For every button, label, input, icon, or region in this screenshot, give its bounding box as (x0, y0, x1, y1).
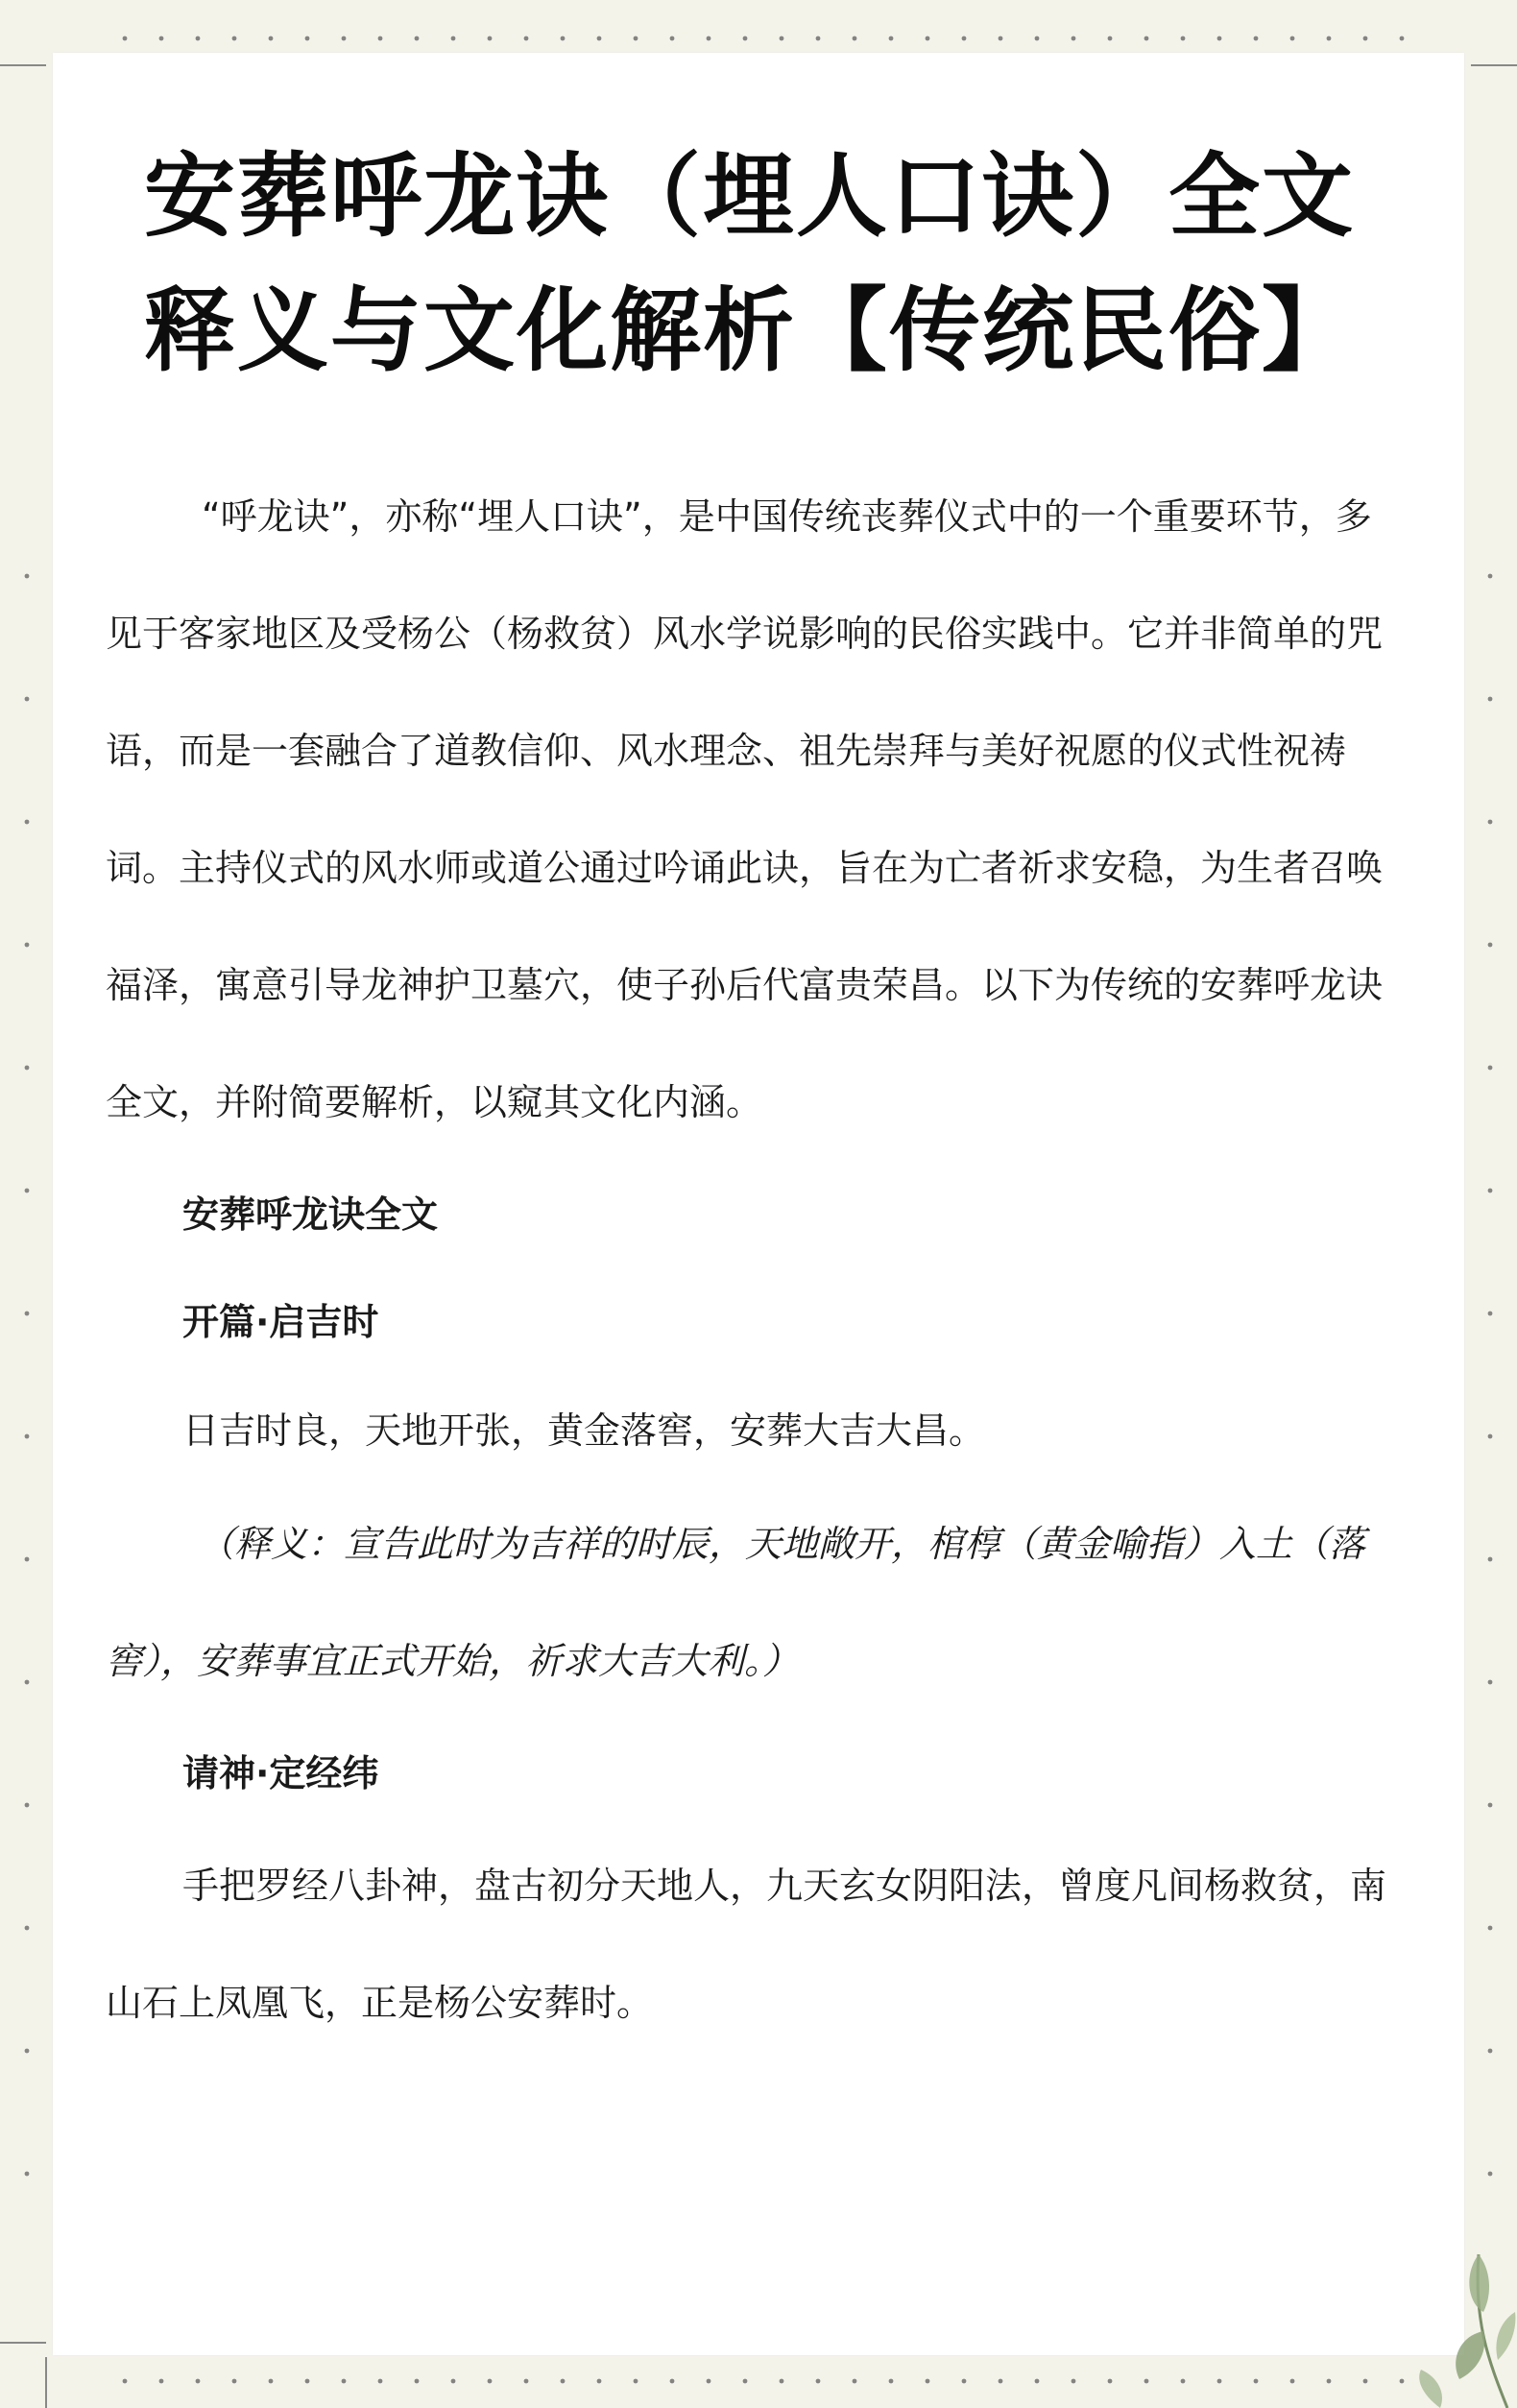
border-dot (25, 2049, 30, 2054)
border-dot (1488, 1434, 1493, 1439)
border-dot (926, 36, 930, 41)
border-dot (670, 36, 675, 41)
border-dot (1035, 2379, 1040, 2384)
border-dot (1217, 36, 1222, 41)
page-title (144, 130, 1392, 398)
border-dot (269, 2379, 274, 2384)
part2-heading: 请神·定经纬 (182, 1752, 379, 1794)
border-dot (451, 2379, 456, 2384)
part2-verse: 手把罗经八卦神，盘古初分天地人，九天玄女阴阳法，曾度凡间杨救贫，南山石上凤凰飞，正是杨公安葬时。 (106, 1865, 1387, 2024)
border-dot (196, 2379, 201, 2384)
border-dot (25, 1312, 30, 1316)
border-dot (853, 2379, 857, 2384)
article (106, 130, 1392, 2061)
border-dot (780, 36, 784, 41)
border-dot (123, 36, 128, 41)
border-dot (1488, 1803, 1493, 1808)
section-title: 安葬呼龙诀全文 (182, 1193, 439, 1236)
border-dot (25, 1434, 30, 1439)
border-dot (1488, 1557, 1493, 1562)
border-dot (743, 2379, 748, 2384)
border-dot (342, 2379, 347, 2384)
leaf-decoration-icon (1383, 2216, 1517, 2408)
title-line-2: 释义与文化解析【传统民俗】 (144, 278, 1356, 384)
article-body (106, 458, 1392, 2061)
border-dot (1290, 2379, 1295, 2384)
border-dot (1488, 1189, 1493, 1193)
border-dot (1144, 2379, 1149, 2384)
border-dot (634, 36, 638, 41)
border-dot (1488, 820, 1493, 825)
border-dot (1327, 36, 1332, 41)
border-dot (25, 1803, 30, 1808)
border-dot (451, 36, 456, 41)
part1-note: （释义：宣告此时为吉祥的时辰，天地敞开，棺椁（黄金喻指）入土（落窖），安葬事宜正式开始，祈求大吉大利。） (106, 1523, 1366, 1682)
border-dot (1488, 2172, 1493, 2177)
border-dot (25, 1189, 30, 1193)
border-dot (524, 2379, 529, 2384)
border-dot (1254, 2379, 1259, 2384)
border-dot (816, 36, 821, 41)
border-dot (1108, 36, 1113, 41)
part1-verse: 日吉时良，天地开张，黄金落窖，安葬大吉大昌。 (182, 1409, 986, 1452)
border-dot (962, 2379, 967, 2384)
border-dot (25, 1926, 30, 1931)
border-dot (269, 36, 274, 41)
border-dot (816, 2379, 821, 2384)
border-dot (1072, 36, 1076, 41)
intro-paragraph: “呼龙诀”，亦称“埋人口诀”，是中国传统丧葬仪式中的一个重要环节，多见于客家地区及受杨公（杨救贫）风水学说影响的民俗实践中。它并非简单的咒语，而是一套融合了道教信仰、风水理念、祖先崇拜与美好祝愿的仪式性祝祷词。主持仪式的风水师或道公通过吟诵此诀，旨在为亡者祈求安稳，为生者召唤福泽，寓意引导龙神护卫墓穴，使子孙后代富贵荣昌。以下为传统的安葬呼龙诀全文，并附简要解析，以窥其文化内涵。 (106, 495, 1384, 1123)
border-dot (1181, 2379, 1186, 2384)
border-dot (25, 943, 30, 948)
border-dot (25, 820, 30, 825)
border-dot (561, 36, 566, 41)
border-dot (25, 697, 30, 702)
border-dot (196, 36, 201, 41)
border-dot (1217, 2379, 1222, 2384)
border-dot (1254, 36, 1259, 41)
border-dot (305, 2379, 310, 2384)
border-dot (707, 2379, 711, 2384)
border-dot (999, 36, 1003, 41)
border-dot (670, 2379, 675, 2384)
border-dot (1488, 943, 1493, 948)
border-dot (1488, 1312, 1493, 1316)
border-dot (597, 2379, 602, 2384)
border-dot (962, 36, 967, 41)
border-dot (378, 36, 383, 41)
border-dot (25, 1066, 30, 1071)
border-dot (1488, 1066, 1493, 1071)
border-dot (707, 36, 711, 41)
border-dot (524, 36, 529, 41)
border-dot (25, 574, 30, 579)
border-dot (123, 2379, 128, 2384)
border-dot (378, 2379, 383, 2384)
border-dot (1363, 2379, 1368, 2384)
border-dot (159, 2379, 164, 2384)
border-dot (1488, 1926, 1493, 1931)
border-dot (1488, 1680, 1493, 1685)
border-dot (1072, 2379, 1076, 2384)
border-dot (232, 2379, 237, 2384)
border-dot (999, 2379, 1003, 2384)
border-dot (342, 36, 347, 41)
border-dot (1488, 697, 1493, 702)
border-dot (488, 36, 493, 41)
border-dot (1327, 2379, 1332, 2384)
border-dot (232, 36, 237, 41)
border-dot (1290, 36, 1295, 41)
border-dot (1400, 36, 1405, 41)
border-dot (488, 2379, 493, 2384)
border-dot (926, 2379, 930, 2384)
border-dot (25, 1680, 30, 1685)
border-dot (634, 2379, 638, 2384)
border-dot (853, 36, 857, 41)
border-dot (1108, 2379, 1113, 2384)
part1-heading: 开篇·启吉时 (182, 1301, 379, 1343)
border-dot (889, 2379, 894, 2384)
border-dot (561, 2379, 566, 2384)
border-dot (1363, 36, 1368, 41)
border-dot (1144, 36, 1149, 41)
border-dot (1035, 36, 1040, 41)
border-dot (305, 36, 310, 41)
border-dot (25, 2172, 30, 2177)
border-dot (25, 1557, 30, 1562)
border-dot (159, 36, 164, 41)
border-dot (743, 36, 748, 41)
border-dot (415, 36, 420, 41)
border-dot (1181, 36, 1186, 41)
border-dot (889, 36, 894, 41)
border-dot (1488, 2049, 1493, 2054)
title-line-1: 安葬呼龙诀（埋人口诀）全文 (144, 144, 1356, 250)
border-dot (597, 36, 602, 41)
border-dot (780, 2379, 784, 2384)
border-dot (415, 2379, 420, 2384)
border-dot (1488, 574, 1493, 579)
